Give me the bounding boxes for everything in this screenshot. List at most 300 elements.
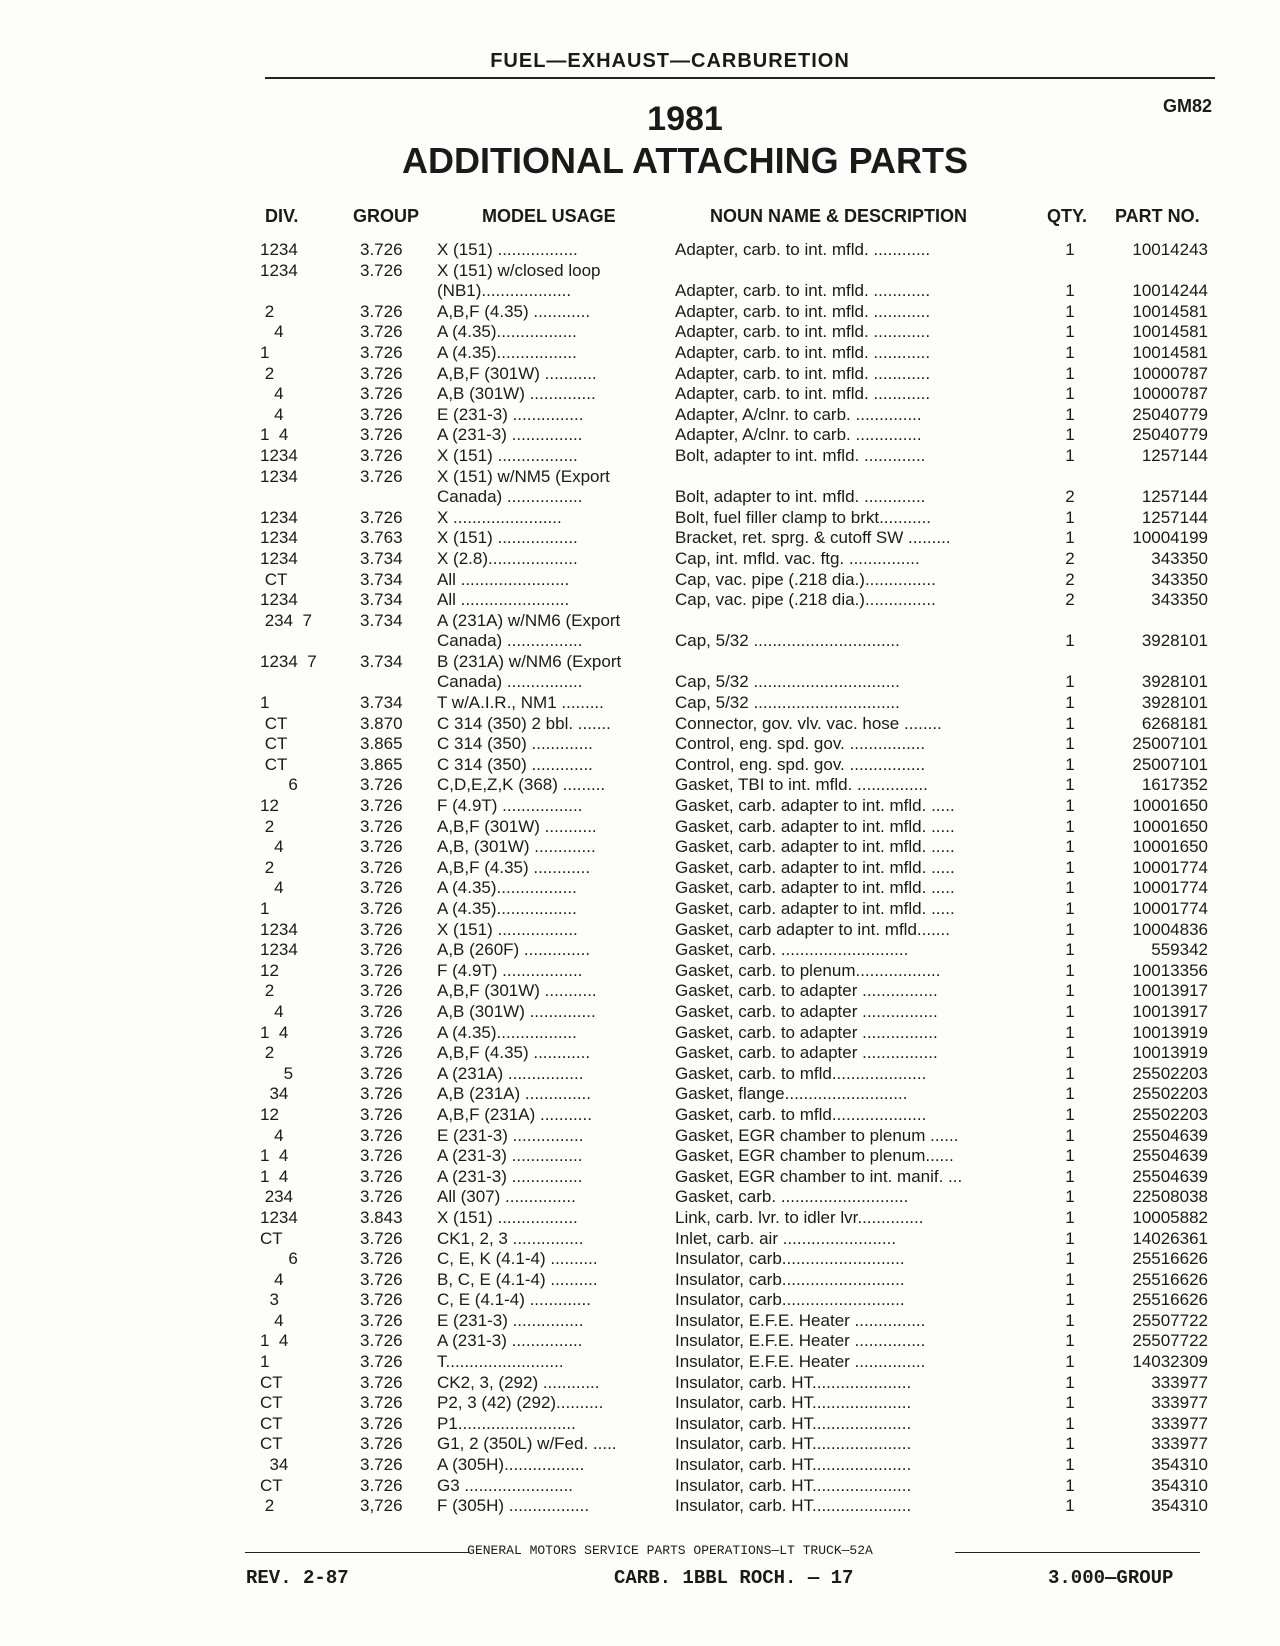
cell-desc: Gasket, carb. adapter to int. mfld. ..... (675, 899, 955, 918)
cell-qty: 1 (1065, 528, 1075, 548)
cell-part: 343350 (1151, 548, 1208, 568)
cell-qty: 1 (1065, 1455, 1075, 1475)
cell-div: 1234 (260, 260, 298, 280)
cell-group: 3.726 (360, 940, 403, 960)
cell-model: A,B,F (301W) ........... (437, 981, 597, 1001)
cell-group: 3.734 (360, 651, 403, 671)
cell-model: A,B,F (301W) ........... (437, 363, 597, 383)
table-row (0, 281, 1280, 302)
cell-qty: 1 (1065, 1022, 1075, 1042)
cell-desc: Cap, 5/32 ............................... (675, 631, 900, 651)
cell-div: 234 7 (260, 610, 312, 630)
cell-div: 1234 (260, 240, 298, 259)
cell-div: CT (260, 1228, 283, 1248)
cell-div: 34 (260, 1455, 289, 1475)
table-row (0, 796, 1280, 817)
cell-desc: Bracket, ret. sprg. & cutoff SW ......... (675, 528, 951, 548)
cell-group: 3.726 (360, 363, 403, 383)
cell-div: 4 (260, 404, 284, 424)
cell-div: 1 4 (260, 1166, 289, 1186)
cell-desc: Gasket, carb. adapter to int. mfld. ..... (675, 878, 955, 898)
cell-qty: 1 (1065, 363, 1075, 383)
cell-qty: 1 (1065, 837, 1075, 857)
cell-group: 3.726 (360, 466, 403, 486)
cell-model: X ....................... (437, 507, 562, 527)
cell-part: 10001774 (1132, 878, 1208, 898)
cell-qty: 1 (1065, 1084, 1075, 1104)
cell-desc: Insulator, E.F.E. Heater ............... (675, 1331, 926, 1351)
cell-model: Canada) ................ (437, 487, 583, 507)
cell-div: 1 4 (260, 1331, 289, 1351)
cell-qty: 1 (1065, 1146, 1075, 1166)
cell-model: T......................... (437, 1352, 564, 1372)
table-row (0, 940, 1280, 961)
cell-qty: 1 (1065, 1125, 1075, 1145)
cell-part: 333977 (1151, 1413, 1208, 1433)
cell-model: Canada) ................ (437, 672, 583, 692)
cell-qty: 1 (1065, 425, 1075, 445)
cell-group: 3.734 (360, 590, 403, 610)
cell-qty: 1 (1065, 1043, 1075, 1063)
table-row (0, 261, 1280, 282)
cell-group: 3.726 (360, 1331, 403, 1351)
table-row (0, 1393, 1280, 1414)
table-row (0, 467, 1280, 488)
cell-qty: 1 (1065, 878, 1075, 898)
cell-desc: Adapter, A/clnr. to carb. .............. (675, 425, 922, 445)
cell-model: C 314 (350) 2 bbl. ....... (437, 713, 611, 733)
cell-div: 1 (260, 899, 270, 918)
table-row (0, 1023, 1280, 1044)
cell-div: CT (260, 1393, 283, 1413)
cell-desc: Bolt, adapter to int. mfld. ............. (675, 445, 926, 465)
cell-desc: Gasket, EGR chamber to plenum ...... (675, 1125, 959, 1145)
cell-model: A (231-3) ............... (437, 1331, 583, 1351)
table-row (0, 858, 1280, 879)
cell-group: 3.726 (360, 1413, 403, 1433)
cell-model: (NB1)................... (437, 281, 572, 301)
cell-part: 559342 (1151, 940, 1208, 960)
cell-model: CK2, 3, (292) ............ (437, 1372, 600, 1392)
cell-part: 25502203 (1132, 1104, 1208, 1124)
cell-div: 12 (260, 1104, 279, 1124)
cell-part: 14032309 (1132, 1352, 1208, 1372)
cell-part: 10001774 (1132, 899, 1208, 918)
table-row (0, 1064, 1280, 1085)
cell-desc: Insulator, E.F.E. Heater ............... (675, 1352, 926, 1372)
table-row (0, 446, 1280, 467)
cell-qty: 1 (1065, 1207, 1075, 1227)
cell-desc: Gasket, carb adapter to int. mfld....... (675, 919, 950, 939)
cell-qty: 1 (1065, 857, 1075, 877)
cell-div: 1234 (260, 590, 298, 610)
cell-qty: 1 (1065, 1413, 1075, 1433)
cell-desc: Gasket, carb. to plenum.................. (675, 960, 941, 980)
cell-group: 3.726 (360, 1104, 403, 1124)
cell-part: 10001650 (1132, 796, 1208, 816)
cell-group: 3.726 (360, 837, 403, 857)
cell-model: E (231-3) ............... (437, 1125, 584, 1145)
cell-model: E (231-3) ............... (437, 404, 584, 424)
cell-part: 6268181 (1141, 713, 1208, 733)
cell-div: 4 (260, 322, 284, 342)
cell-part: 1257144 (1141, 507, 1208, 527)
cell-part: 25502203 (1132, 1084, 1208, 1104)
table-row (0, 487, 1280, 508)
cell-div: 1234 (260, 1207, 298, 1227)
cell-qty: 1 (1065, 1434, 1075, 1454)
cell-desc: Insulator, carb.......................... (675, 1249, 905, 1269)
cell-model: A (4.35)................. (437, 899, 577, 918)
cell-group: 3.726 (360, 816, 403, 836)
cell-qty: 1 (1065, 1249, 1075, 1269)
cell-model: A (4.35)................. (437, 878, 577, 898)
cell-part: 25007101 (1132, 754, 1208, 774)
cell-part: 25516626 (1132, 1269, 1208, 1289)
cell-part: 25504639 (1132, 1146, 1208, 1166)
cell-group: 3,726 (360, 1496, 403, 1516)
cell-model: G1, 2 (350L) w/Fed. ..... (437, 1434, 617, 1454)
table-row (0, 302, 1280, 323)
cell-group: 3.726 (360, 1455, 403, 1475)
cell-model: A (231-3) ............... (437, 1166, 583, 1186)
cell-model: A,B, (301W) ............. (437, 837, 596, 857)
column-header-group: GROUP (353, 206, 420, 226)
cell-part: 10000787 (1132, 363, 1208, 383)
column-header-qty: QTY. (1047, 206, 1088, 226)
cell-qty: 1 (1065, 1166, 1075, 1186)
cell-qty: 1 (1065, 507, 1075, 527)
cell-desc: Gasket, carb. adapter to int. mfld. ..... (675, 796, 955, 816)
table-row (0, 1352, 1280, 1373)
table-row (0, 528, 1280, 549)
table-row (0, 405, 1280, 426)
cell-model: X (2.8)................... (437, 548, 578, 568)
table-row (0, 343, 1280, 364)
cell-div: 4 (260, 384, 284, 404)
cell-desc: Adapter, A/clnr. to carb. .............. (675, 404, 922, 424)
cell-qty: 1 (1065, 1496, 1075, 1516)
cell-part: 10013356 (1132, 960, 1208, 980)
cell-qty: 2 (1065, 548, 1075, 568)
cell-desc: Insulator, carb. HT..................... (675, 1455, 912, 1475)
cell-model: C 314 (350) ............. (437, 734, 593, 754)
table-row (0, 1249, 1280, 1270)
cell-model: A (231-3) ............... (437, 1146, 583, 1166)
cell-div: CT (260, 569, 288, 589)
cell-group: 3.726 (360, 1043, 403, 1063)
table-row (0, 1229, 1280, 1250)
table-row (0, 611, 1280, 632)
cell-part: 10001650 (1132, 837, 1208, 857)
cell-qty: 1 (1065, 713, 1075, 733)
cell-model: P1......................... (437, 1413, 576, 1433)
cell-group: 3.726 (360, 919, 403, 939)
cell-desc: Insulator, E.F.E. Heater ............... (675, 1310, 926, 1330)
cell-group: 3.865 (360, 754, 403, 774)
cell-qty: 1 (1065, 1001, 1075, 1021)
table-row (0, 837, 1280, 858)
cell-div: 1 (260, 1352, 270, 1372)
cell-model: A,B (231A) .............. (437, 1084, 591, 1104)
year: 1981 (647, 100, 723, 138)
cell-div: 1 4 (260, 1146, 289, 1166)
table-row (0, 508, 1280, 529)
cell-part: 10014244 (1132, 281, 1208, 301)
cell-div: 234 (260, 1187, 294, 1207)
cell-model: A (231A) ................ (437, 1063, 584, 1083)
cell-model: X (151) ................. (437, 240, 578, 259)
cell-qty: 2 (1065, 569, 1075, 589)
cell-group: 3.726 (360, 899, 403, 918)
footer-carb: CARB. 1BBL ROCH. — 17 (614, 1567, 854, 1589)
cell-desc: Cap, 5/32 ............................... (675, 693, 900, 713)
cell-model: C,D,E,Z,K (368) ......... (437, 775, 606, 795)
column-header-div: DIV. (265, 206, 299, 226)
table-row (0, 1043, 1280, 1064)
cell-group: 3.870 (360, 713, 403, 733)
cell-desc: Adapter, carb. to int. mfld. ............ (675, 281, 931, 301)
cell-model: X (151) ................. (437, 528, 578, 548)
table-row (0, 1434, 1280, 1455)
cell-group: 3.726 (360, 1290, 403, 1310)
cell-div: 1 4 (260, 1022, 289, 1042)
cell-desc: Insulator, carb. HT..................... (675, 1413, 912, 1433)
cell-group: 3.726 (360, 1475, 403, 1495)
cell-part: 10014581 (1132, 301, 1208, 321)
table-row (0, 1496, 1280, 1517)
table-row (0, 1311, 1280, 1332)
cell-group: 3.726 (360, 1393, 403, 1413)
cell-div: 2 (260, 981, 275, 1001)
cell-qty: 1 (1065, 631, 1075, 651)
cell-model: F (4.9T) ................. (437, 796, 583, 816)
cell-div: 6 (260, 1249, 298, 1269)
table-row (0, 1290, 1280, 1311)
cell-model: A,B,F (4.35) ............ (437, 857, 591, 877)
cell-group: 3.726 (360, 1001, 403, 1021)
cell-model: CK1, 2, 3 ............... (437, 1228, 584, 1248)
cell-group: 3.726 (360, 1352, 403, 1372)
cell-group: 3.726 (360, 1146, 403, 1166)
cell-part: 10000787 (1132, 384, 1208, 404)
cell-qty: 1 (1065, 1269, 1075, 1289)
cell-group: 3.734 (360, 610, 403, 630)
cell-qty: 1 (1065, 1331, 1075, 1351)
table-row (0, 878, 1280, 899)
cell-qty: 1 (1065, 960, 1075, 980)
table-row (0, 672, 1280, 693)
table-row (0, 693, 1280, 714)
cell-model: A,B,F (4.35) ............ (437, 301, 591, 321)
cell-qty: 1 (1065, 796, 1075, 816)
cell-desc: Gasket, TBI to int. mfld. ............... (675, 775, 928, 795)
cell-group: 3.726 (360, 1022, 403, 1042)
column-header-model: MODEL USAGE (482, 206, 616, 226)
table-row (0, 384, 1280, 405)
cell-group: 3.726 (360, 342, 403, 362)
cell-div: 1234 (260, 507, 298, 527)
cell-div: CT (260, 1475, 283, 1495)
cell-group: 3.726 (360, 1310, 403, 1330)
cell-qty: 1 (1065, 445, 1075, 465)
cell-model: F (4.9T) ................. (437, 960, 583, 980)
table-row (0, 920, 1280, 941)
cell-group: 3.865 (360, 734, 403, 754)
cell-div: 3 (260, 1290, 279, 1310)
cell-group: 3.726 (360, 445, 403, 465)
table-row (0, 1167, 1280, 1188)
cell-div: CT (260, 754, 288, 774)
footer-center: GENERAL MOTORS SERVICE PARTS OPERATIONS—LT TRUCK—52A (467, 1543, 873, 1558)
cell-desc: Bolt, fuel filler clamp to brkt........... (675, 507, 932, 527)
table-row (0, 775, 1280, 796)
cell-desc: Inlet, carb. air ........................ (675, 1228, 897, 1248)
cell-group: 3.726 (360, 1269, 403, 1289)
cell-desc: Link, carb. lvr. to idler lvr.............. (675, 1207, 924, 1227)
cell-part: 25502203 (1132, 1063, 1208, 1083)
cell-model: B, C, E (4.1-4) .......... (437, 1269, 598, 1289)
cell-model: A (305H)................. (437, 1455, 585, 1475)
cell-desc: Adapter, carb. to int. mfld. ............ (675, 384, 931, 404)
cell-qty: 1 (1065, 1104, 1075, 1124)
cell-qty: 1 (1065, 404, 1075, 424)
cell-part: 354310 (1151, 1496, 1208, 1516)
cell-div: 4 (260, 1310, 284, 1330)
cell-div: 2 (260, 816, 275, 836)
cell-part: 10004199 (1132, 528, 1208, 548)
cell-group: 3.726 (360, 384, 403, 404)
cell-div: 2 (260, 857, 275, 877)
page-code: GM82 (1162, 96, 1212, 116)
cell-part: 25516626 (1132, 1249, 1208, 1269)
cell-model: A,B,F (301W) ........... (437, 816, 597, 836)
table-row (0, 1414, 1280, 1435)
cell-model: A,B,F (4.35) ............ (437, 1043, 591, 1063)
cell-qty: 1 (1065, 919, 1075, 939)
cell-group: 3.726 (360, 1063, 403, 1083)
cell-qty: 1 (1065, 981, 1075, 1001)
cell-div: CT (260, 1413, 283, 1433)
cell-desc: Gasket, carb. ........................... (675, 940, 909, 960)
cell-group: 3.726 (360, 425, 403, 445)
cell-group: 3.726 (360, 1125, 403, 1145)
cell-desc: Control, eng. spd. gov. ................ (675, 734, 926, 754)
cell-desc: Insulator, carb. HT..................... (675, 1496, 912, 1516)
cell-div: 1234 (260, 445, 298, 465)
table-row (0, 425, 1280, 446)
cell-model: C, E (4.1-4) ............. (437, 1290, 591, 1310)
cell-part: 25516626 (1132, 1290, 1208, 1310)
cell-qty: 1 (1065, 1372, 1075, 1392)
cell-div: 12 (260, 960, 279, 980)
cell-qty: 1 (1065, 322, 1075, 342)
cell-group: 3.726 (360, 775, 403, 795)
cell-part: 3928101 (1141, 693, 1208, 713)
cell-group: 3.726 (360, 301, 403, 321)
cell-model: F (305H) ................. (437, 1496, 590, 1516)
cell-qty: 1 (1065, 342, 1075, 362)
cell-div: 1 (260, 342, 270, 362)
cell-group: 3.726 (360, 1249, 403, 1269)
table-row (0, 240, 1280, 261)
footer-group: 3.000—GROUP (1048, 1567, 1174, 1589)
cell-div: 12 (260, 796, 279, 816)
cell-part: 10014581 (1132, 342, 1208, 362)
table-row (0, 734, 1280, 755)
cell-part: 10001774 (1132, 857, 1208, 877)
page-title: ADDITIONAL ATTACHING PARTS (402, 140, 968, 181)
cell-part: 10013919 (1132, 1043, 1208, 1063)
cell-part: 10013917 (1132, 981, 1208, 1001)
cell-desc: Insulator, carb.......................... (675, 1269, 905, 1289)
cell-model: Canada) ................ (437, 631, 583, 651)
cell-desc: Gasket, EGR chamber to int. manif. ... (675, 1166, 963, 1186)
cell-desc: Insulator, carb. HT..................... (675, 1372, 912, 1392)
cell-desc: Adapter, carb. to int. mfld. ............ (675, 240, 931, 259)
cell-model: P2, 3 (42) (292).......... (437, 1393, 604, 1413)
cell-group: 3.726 (360, 1084, 403, 1104)
cell-group: 3.726 (360, 796, 403, 816)
cell-group: 3.726 (360, 260, 403, 280)
cell-model: A,B (301W) .............. (437, 1001, 596, 1021)
table-row (0, 817, 1280, 838)
cell-div: 34 (260, 1084, 289, 1104)
cell-desc: Insulator, carb.......................... (675, 1290, 905, 1310)
cell-model: A (4.35)................. (437, 322, 577, 342)
cell-desc: Gasket, flange.......................... (675, 1084, 908, 1104)
cell-part: 354310 (1151, 1475, 1208, 1495)
cell-part: 25504639 (1132, 1125, 1208, 1145)
cell-part: 333977 (1151, 1372, 1208, 1392)
cell-desc: Gasket, carb. to mfld.................... (675, 1063, 927, 1083)
cell-model: A (4.35)................. (437, 1022, 577, 1042)
cell-part: 14026361 (1132, 1228, 1208, 1248)
table-row (0, 1146, 1280, 1167)
cell-qty: 1 (1065, 899, 1075, 918)
cell-qty: 1 (1065, 672, 1075, 692)
cell-group: 3.726 (360, 960, 403, 980)
cell-qty: 1 (1065, 1393, 1075, 1413)
section-title: FUEL—EXHAUST—CARBURETION (490, 50, 850, 72)
cell-group: 3.726 (360, 981, 403, 1001)
cell-div: 4 (260, 1125, 284, 1145)
cell-part: 25507722 (1132, 1331, 1208, 1351)
cell-model: A (231A) w/NM6 (Export (437, 610, 621, 630)
cell-desc: Gasket, EGR chamber to plenum...... (675, 1146, 954, 1166)
cell-desc: Cap, vac. pipe (.218 dia.)............... (675, 569, 936, 589)
cell-qty: 1 (1065, 1228, 1075, 1248)
table-row (0, 755, 1280, 776)
cell-qty: 1 (1065, 693, 1075, 713)
cell-desc: Insulator, carb. HT..................... (675, 1393, 912, 1413)
cell-group: 3.726 (360, 1372, 403, 1392)
cell-model: B (231A) w/NM6 (Export (437, 651, 622, 671)
table-row (0, 714, 1280, 735)
cell-div: 2 (260, 301, 275, 321)
footer-rev: REV. 2-87 (246, 1567, 349, 1589)
cell-div: 1234 (260, 466, 298, 486)
cell-div: 2 (260, 363, 275, 383)
cell-model: T w/A.I.R., NM1 ......... (437, 693, 604, 713)
cell-qty: 2 (1065, 487, 1075, 507)
cell-qty: 1 (1065, 940, 1075, 960)
cell-group: 3.763 (360, 528, 403, 548)
column-header-desc: NOUN NAME & DESCRIPTION (710, 206, 968, 226)
cell-div: 5 (260, 1063, 294, 1083)
cell-div: 4 (260, 837, 284, 857)
cell-group: 3.726 (360, 240, 403, 259)
